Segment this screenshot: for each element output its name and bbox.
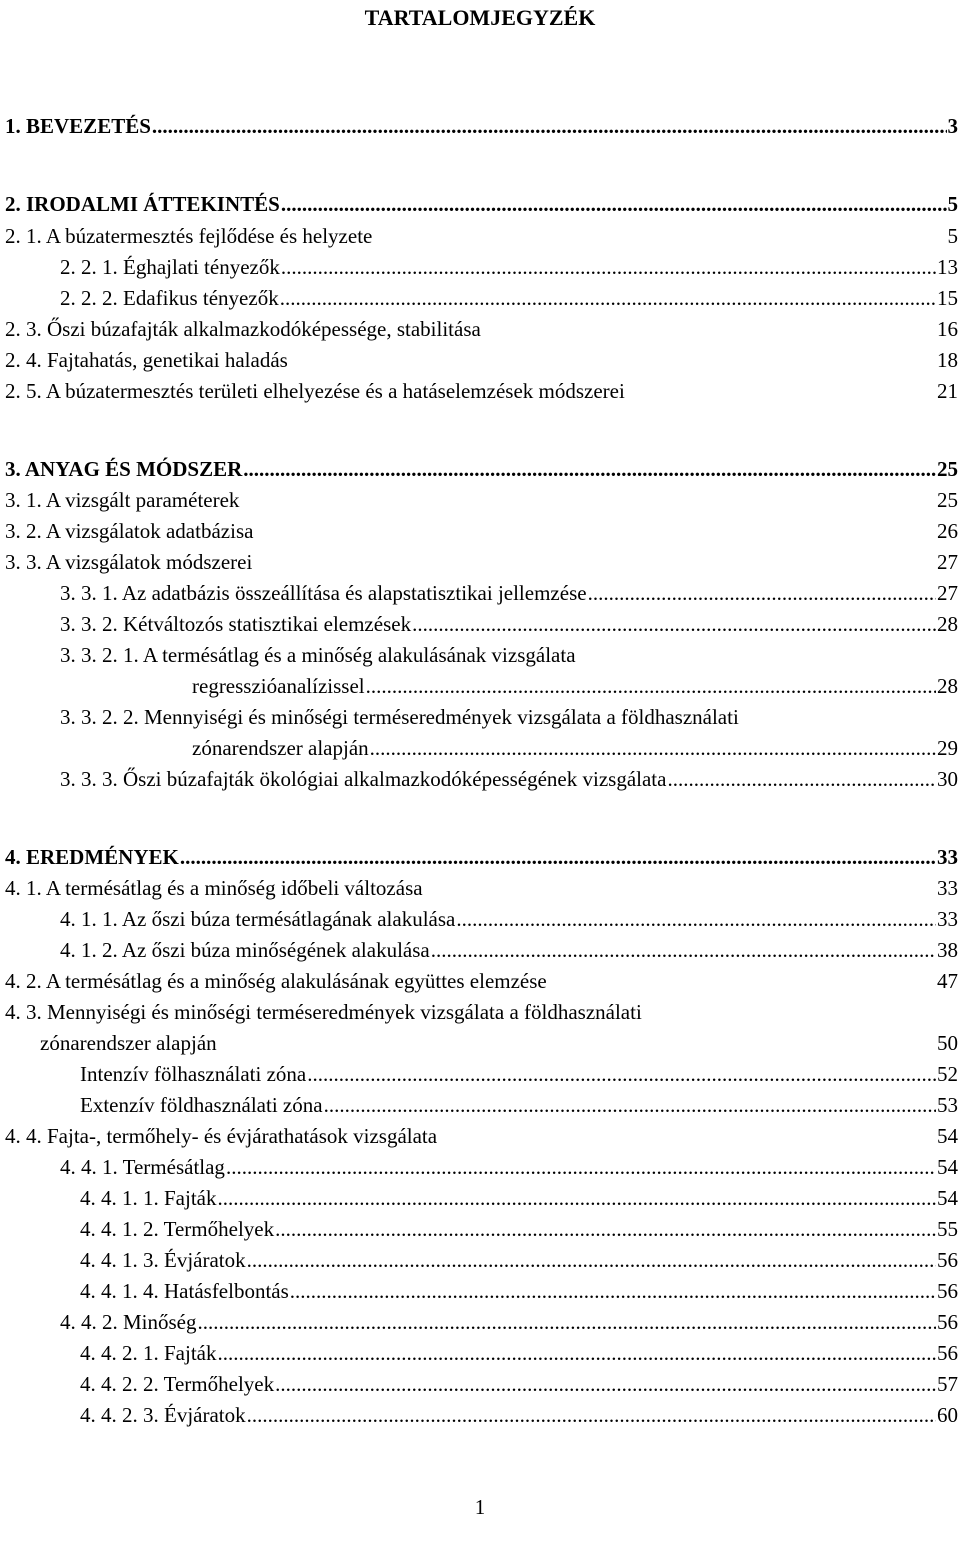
toc-leader-dots	[243, 454, 936, 485]
toc-leader-dots	[281, 252, 936, 283]
toc-entry	[0, 1059, 960, 1090]
toc-entry-page: 52	[937, 1062, 958, 1086]
toc-leader-dots	[588, 578, 936, 609]
toc-entry	[0, 966, 960, 997]
toc-entry	[0, 1214, 960, 1245]
toc-entry-label: 4. 4. 1. 3. Évjáratok	[80, 1248, 246, 1272]
toc-entry-page: 55	[937, 1217, 958, 1241]
toc-entry-label: 2. 5. A búzatermesztés területi elhelyezése és a hatáselemzések módszerei	[5, 379, 625, 403]
toc-entry-page: 53	[937, 1093, 958, 1117]
toc-entry-label: 4. 4. 2. 2. Termőhelyek	[80, 1372, 275, 1396]
toc-entry-page: 28	[937, 674, 958, 698]
toc-entry-page: 13	[937, 255, 958, 279]
toc-entry-page: 38	[937, 938, 958, 962]
toc-entry-page: 33	[937, 876, 958, 900]
toc-leader-dots	[218, 1338, 937, 1369]
toc-entry	[0, 516, 960, 547]
toc-entry-label: 2. 2. 1. Éghajlati tényezők	[60, 255, 280, 279]
toc-leader-dots	[280, 283, 936, 314]
toc-entry-page: 3	[947, 114, 958, 138]
toc-entry-page: 25	[937, 457, 958, 481]
toc-entry-page: 33	[937, 907, 958, 931]
toc-entry-page: 54	[937, 1186, 958, 1210]
toc-entry-label: 4. 1. 2. Az őszi búza minőségének alakulása	[60, 938, 430, 962]
toc-entry-page: 16	[937, 317, 958, 341]
toc-entry	[0, 1276, 960, 1307]
toc-entry-label: 4. 4. 2. 3. Évjáratok	[80, 1403, 246, 1427]
toc-entry-label: 3. 2. A vizsgálatok adatbázisa	[5, 519, 254, 543]
toc-entry	[0, 1152, 960, 1183]
toc-entry-label: 2. 1. A búzatermesztés fejlődése és helyzete	[5, 224, 373, 248]
toc-leader-dots	[324, 1090, 936, 1121]
toc-entry-label: 4. 1. A termésátlag és a minőség időbeli változása	[5, 876, 423, 900]
toc-entry-page: 25	[937, 488, 958, 512]
toc-leader-dots	[307, 1059, 936, 1090]
toc-entry-label: 3. 3. 3. Őszi búzafajták ökológiai alkalmazkodóképességének vizsgálata	[60, 767, 667, 791]
toc-entry-page: 5	[947, 192, 958, 216]
toc-entry	[0, 1028, 960, 1059]
toc-entry-page: 54	[937, 1124, 958, 1148]
toc-entry	[0, 733, 960, 764]
toc-entry	[0, 454, 960, 485]
toc-entry-label: 4. 4. 2. Minőség	[60, 1310, 197, 1334]
toc-entry	[0, 345, 960, 376]
toc-entry-page: 27	[937, 550, 958, 574]
toc-leader-dots	[667, 764, 936, 795]
toc-leader-dots	[226, 1152, 936, 1183]
toc-leader-dots	[366, 671, 936, 702]
toc-entry	[0, 1090, 960, 1121]
toc-entry	[0, 547, 960, 578]
toc-entry-label: 4. 4. Fajta-, termőhely- és évjárathatások vizsgálata	[5, 1124, 438, 1148]
toc-entry-page: 21	[937, 379, 958, 403]
toc-entry-page: 29	[937, 736, 958, 760]
toc-entry-label: Intenzív fölhasználati zóna	[80, 1062, 307, 1086]
toc-leader-dots	[290, 1276, 936, 1307]
toc-entry	[0, 671, 960, 702]
toc-entry	[0, 609, 960, 640]
toc-entry	[0, 1121, 960, 1152]
toc-leader-dots	[218, 1183, 937, 1214]
toc-entry-page: 5	[947, 224, 958, 248]
toc-entry-label: 2. 4. Fajtahatás, genetikai haladás	[5, 348, 288, 372]
toc-entry	[0, 842, 960, 873]
toc-entry-label: regresszióanalízissel	[192, 674, 365, 698]
toc-entry-page: 18	[937, 348, 958, 372]
toc-entry-page: 28	[937, 612, 958, 636]
toc-entry	[0, 485, 960, 516]
toc-entry-label: 3. ANYAG ÉS MÓDSZER	[5, 457, 243, 481]
toc-entry-label: 4. 4. 1. 4. Hatásfelbontás	[80, 1279, 289, 1303]
toc-leader-dots	[198, 1307, 937, 1338]
toc-entry	[0, 1307, 960, 1338]
toc-entry-label: 1. BEVEZETÉS	[5, 114, 151, 138]
toc-entry-label: 3. 3. 2. 1. A termésátlag és a minőség alakulásának vizsgálata	[60, 643, 576, 667]
toc-entry-label: zónarendszer alapján	[40, 1031, 217, 1055]
toc-entry-label: 4. EREDMÉNYEK	[5, 845, 179, 869]
toc-leader-dots	[281, 189, 947, 220]
toc-entry-label: 3. 3. 1. Az adatbázis összeállítása és alapstatisztikai jellemzése	[60, 581, 587, 605]
toc-entry-label: 4. 4. 1. 1. Fajták	[80, 1186, 217, 1210]
toc-entry-page: 56	[937, 1248, 958, 1272]
toc-entry-label: 2. IRODALMI ÁTTEKINTÉS	[5, 192, 280, 216]
toc-entry-label: 2. 3. Őszi búzafajták alkalmazkodóképessége, stabilitása	[5, 317, 481, 341]
toc-entry	[0, 640, 960, 671]
toc-entry-label: 4. 1. 1. Az őszi búza termésátlagának alakulása	[60, 907, 456, 931]
toc-entry-label: 4. 2. A termésátlag és a minőség alakulásának együttes elemzése	[5, 969, 547, 993]
toc-entry-label: zónarendszer alapján	[192, 736, 369, 760]
toc-entry	[0, 1245, 960, 1276]
toc-entry	[0, 376, 960, 407]
toc-entry	[0, 189, 960, 220]
toc-entry	[0, 283, 960, 314]
toc-entry-page: 15	[937, 286, 958, 310]
toc-entry	[0, 221, 960, 252]
toc-entry-label: Extenzív földhasználati zóna	[80, 1093, 323, 1117]
toc-entry	[0, 764, 960, 795]
toc-entry	[0, 904, 960, 935]
toc-entry	[0, 1338, 960, 1369]
toc-entry	[0, 702, 960, 733]
toc-leader-dots	[180, 842, 936, 873]
toc-entry-page: 47	[937, 969, 958, 993]
toc-leader-dots	[412, 609, 936, 640]
toc-entry-label: 4. 4. 2. 1. Fajták	[80, 1341, 217, 1365]
toc-entry-page: 27	[937, 581, 958, 605]
toc-entry-page: 33	[937, 845, 958, 869]
toc-entry-label: 4. 4. 1. 2. Termőhelyek	[80, 1217, 275, 1241]
toc-entry-page: 30	[937, 767, 958, 791]
toc-entry	[0, 1400, 960, 1431]
toc-entry-label: 3. 1. A vizsgált paraméterek	[5, 488, 240, 512]
toc-entry	[0, 111, 960, 142]
toc-leader-dots	[370, 733, 936, 764]
toc-entry-page: 56	[937, 1310, 958, 1334]
toc-leader-dots	[247, 1400, 936, 1431]
toc-entry	[0, 935, 960, 966]
toc-entry-page: 56	[937, 1341, 958, 1365]
page-title: TARTALOMJEGYZÉK	[364, 5, 596, 30]
toc-entry	[0, 873, 960, 904]
toc-leader-dots	[247, 1245, 936, 1276]
toc-entry	[0, 252, 960, 283]
toc-entry-page: 60	[937, 1403, 958, 1427]
toc-leader-dots	[275, 1214, 936, 1245]
toc-leader-dots	[152, 111, 947, 142]
toc-entry	[0, 1183, 960, 1214]
toc-leader-dots	[431, 935, 936, 966]
toc-entry-label: 3. 3. 2. Kétváltozós statisztikai elemzések	[60, 612, 412, 636]
toc-entry	[0, 1369, 960, 1400]
toc-entry-page: 26	[937, 519, 958, 543]
toc-entry-label: 2. 2. 2. Edafikus tényezők	[60, 286, 279, 310]
toc-entry-page: 54	[937, 1155, 958, 1179]
toc-entry-page: 57	[937, 1372, 958, 1396]
toc-entry-label: 4. 4. 1. Termésátlag	[60, 1155, 225, 1179]
toc-leader-dots	[275, 1369, 936, 1400]
toc-leader-dots	[456, 904, 936, 935]
toc-entry-page: 56	[937, 1279, 958, 1303]
toc-entry-page: 50	[937, 1031, 958, 1055]
toc-entry	[0, 314, 960, 345]
toc-entry	[0, 997, 960, 1028]
toc-entry-label: 4. 3. Mennyiségi és minőségi terméseredmények vizsgálata a földhasználati	[5, 1000, 642, 1024]
page-number: 1	[474, 1495, 486, 1519]
toc-entry	[0, 578, 960, 609]
toc-entry-label: 3. 3. 2. 2. Mennyiségi és minőségi terméseredmények vizsgálata a földhasználati	[60, 705, 739, 729]
toc-entry-label: 3. 3. A vizsgálatok módszerei	[5, 550, 253, 574]
